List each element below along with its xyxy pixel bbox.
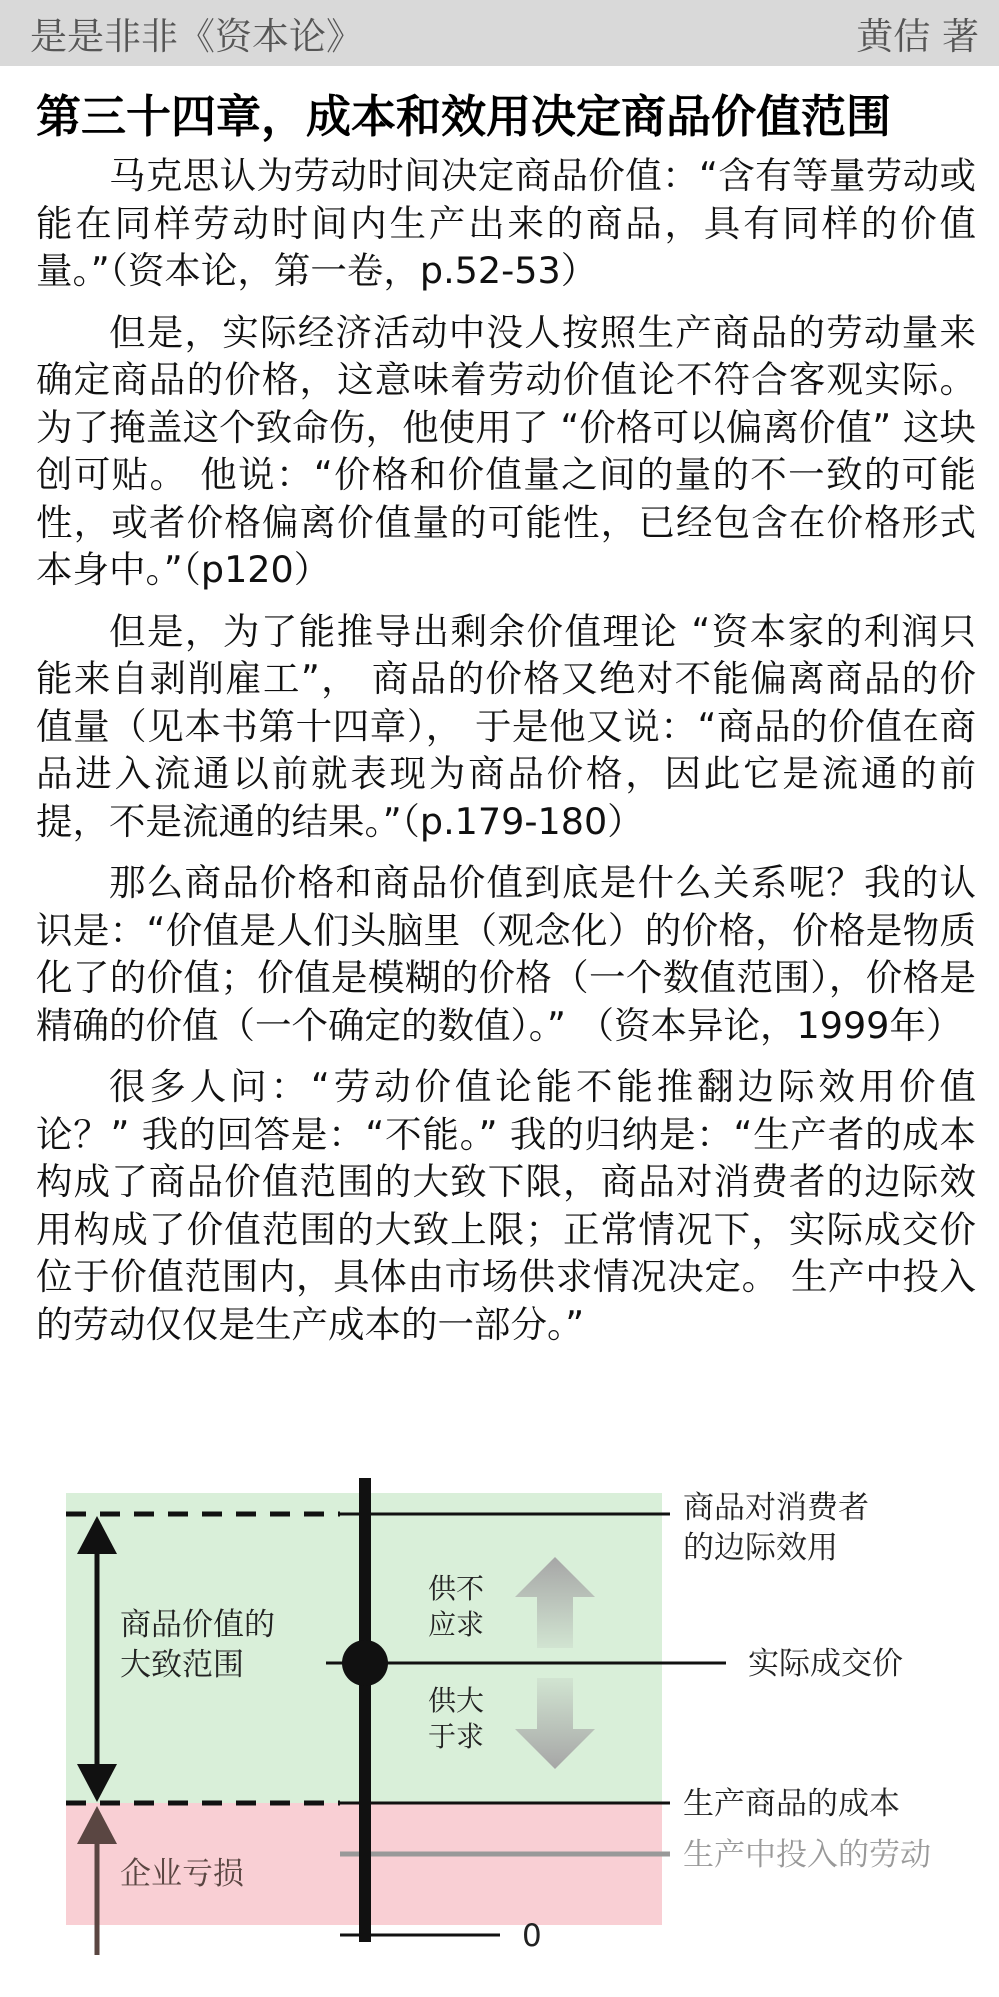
labor-label: 生产中投入的劳动 — [683, 1837, 931, 1873]
zero-label: 0 — [522, 1918, 542, 1954]
value-range-diagram — [0, 1450, 999, 1997]
page-header — [0, 0, 999, 66]
utility-label-line1: 商品对消费者 — [683, 1490, 869, 1526]
demand-exceeds-line2: 应求 — [428, 1608, 485, 1641]
diagram-svg — [0, 1450, 999, 1997]
book-title: 是是非非《资本论》 — [30, 15, 363, 58]
cost-label: 生产商品的成本 — [683, 1786, 900, 1822]
author: 黄佶 著 — [856, 15, 979, 58]
paragraph-3: 但是，为了能推导出剩余价值理论 “资本家的利润只能来自剥削雇工”， 商品的价格又绝对不能偏离商品的价值量（见本书第十四章）， 于是他又说：“商品的价值在商品进入流通以前就表现为商品价格，因此它是流通的前提，不是流通的结果。”（p.179-180） — [36, 609, 976, 843]
paragraph-2: 但是，实际经济活动中没人按照生产商品的劳动量来确定商品的价格，这意味着劳动价值论不符合客观实际。 为了掩盖这个致命伤，他使用了 “价格可以偏离价值” 这块创可贴。 他说：“价格和价值量之间的量的不一致的可能性，或者价格偏离价值量的可能性，已经包含在价格形式本身中。”（p120） — [36, 310, 976, 591]
paragraph-1: 马克思认为劳动时间决定商品价值：“含有等量劳动或能在同样劳动时间内生产出来的商品，具有同样的价值量。”（资本论，第一卷，p.52-53） — [36, 154, 976, 292]
article — [36, 86, 976, 1362]
utility-label-line2: 的边际效用 — [683, 1530, 838, 1566]
range-label-line1: 商品价值的 — [120, 1607, 275, 1643]
loss-label: 企业亏损 — [120, 1856, 244, 1892]
demand-exceeds-line1: 供不 — [428, 1572, 485, 1605]
chapter-title: 第三十四章，成本和效用决定商品价值范围 — [36, 90, 892, 143]
supply-exceeds-line1: 供大 — [428, 1684, 485, 1717]
paragraph-5: 很多人问：“劳动价值论能不能推翻边际效用价值论？” 我的回答是：“不能。” 我的归纳是：“生产者的成本构成了商品价值范围的大致下限，商品对消费者的边际效用构成了价值范围的大致上限；正常情况下，实际成交价位于价值范围内，具体由市场供求情况决定。 生产中投入的劳动仅仅是生产成本的一部分。” — [36, 1065, 976, 1346]
price-label: 实际成交价 — [748, 1646, 903, 1682]
range-label-line2: 大致范围 — [120, 1647, 244, 1683]
supply-exceeds-line2: 于求 — [428, 1720, 485, 1753]
paragraph-4: 那么商品价格和商品价值到底是什么关系呢？我的认识是：“价值是人们头脑里（观念化）的价格，价格是物质化了的价值；价值是模糊的价格（一个数值范围），价格是精确的价值（一个确定的数值）。” （资本异论，1999年） — [36, 861, 976, 1047]
price-point — [342, 1640, 388, 1686]
